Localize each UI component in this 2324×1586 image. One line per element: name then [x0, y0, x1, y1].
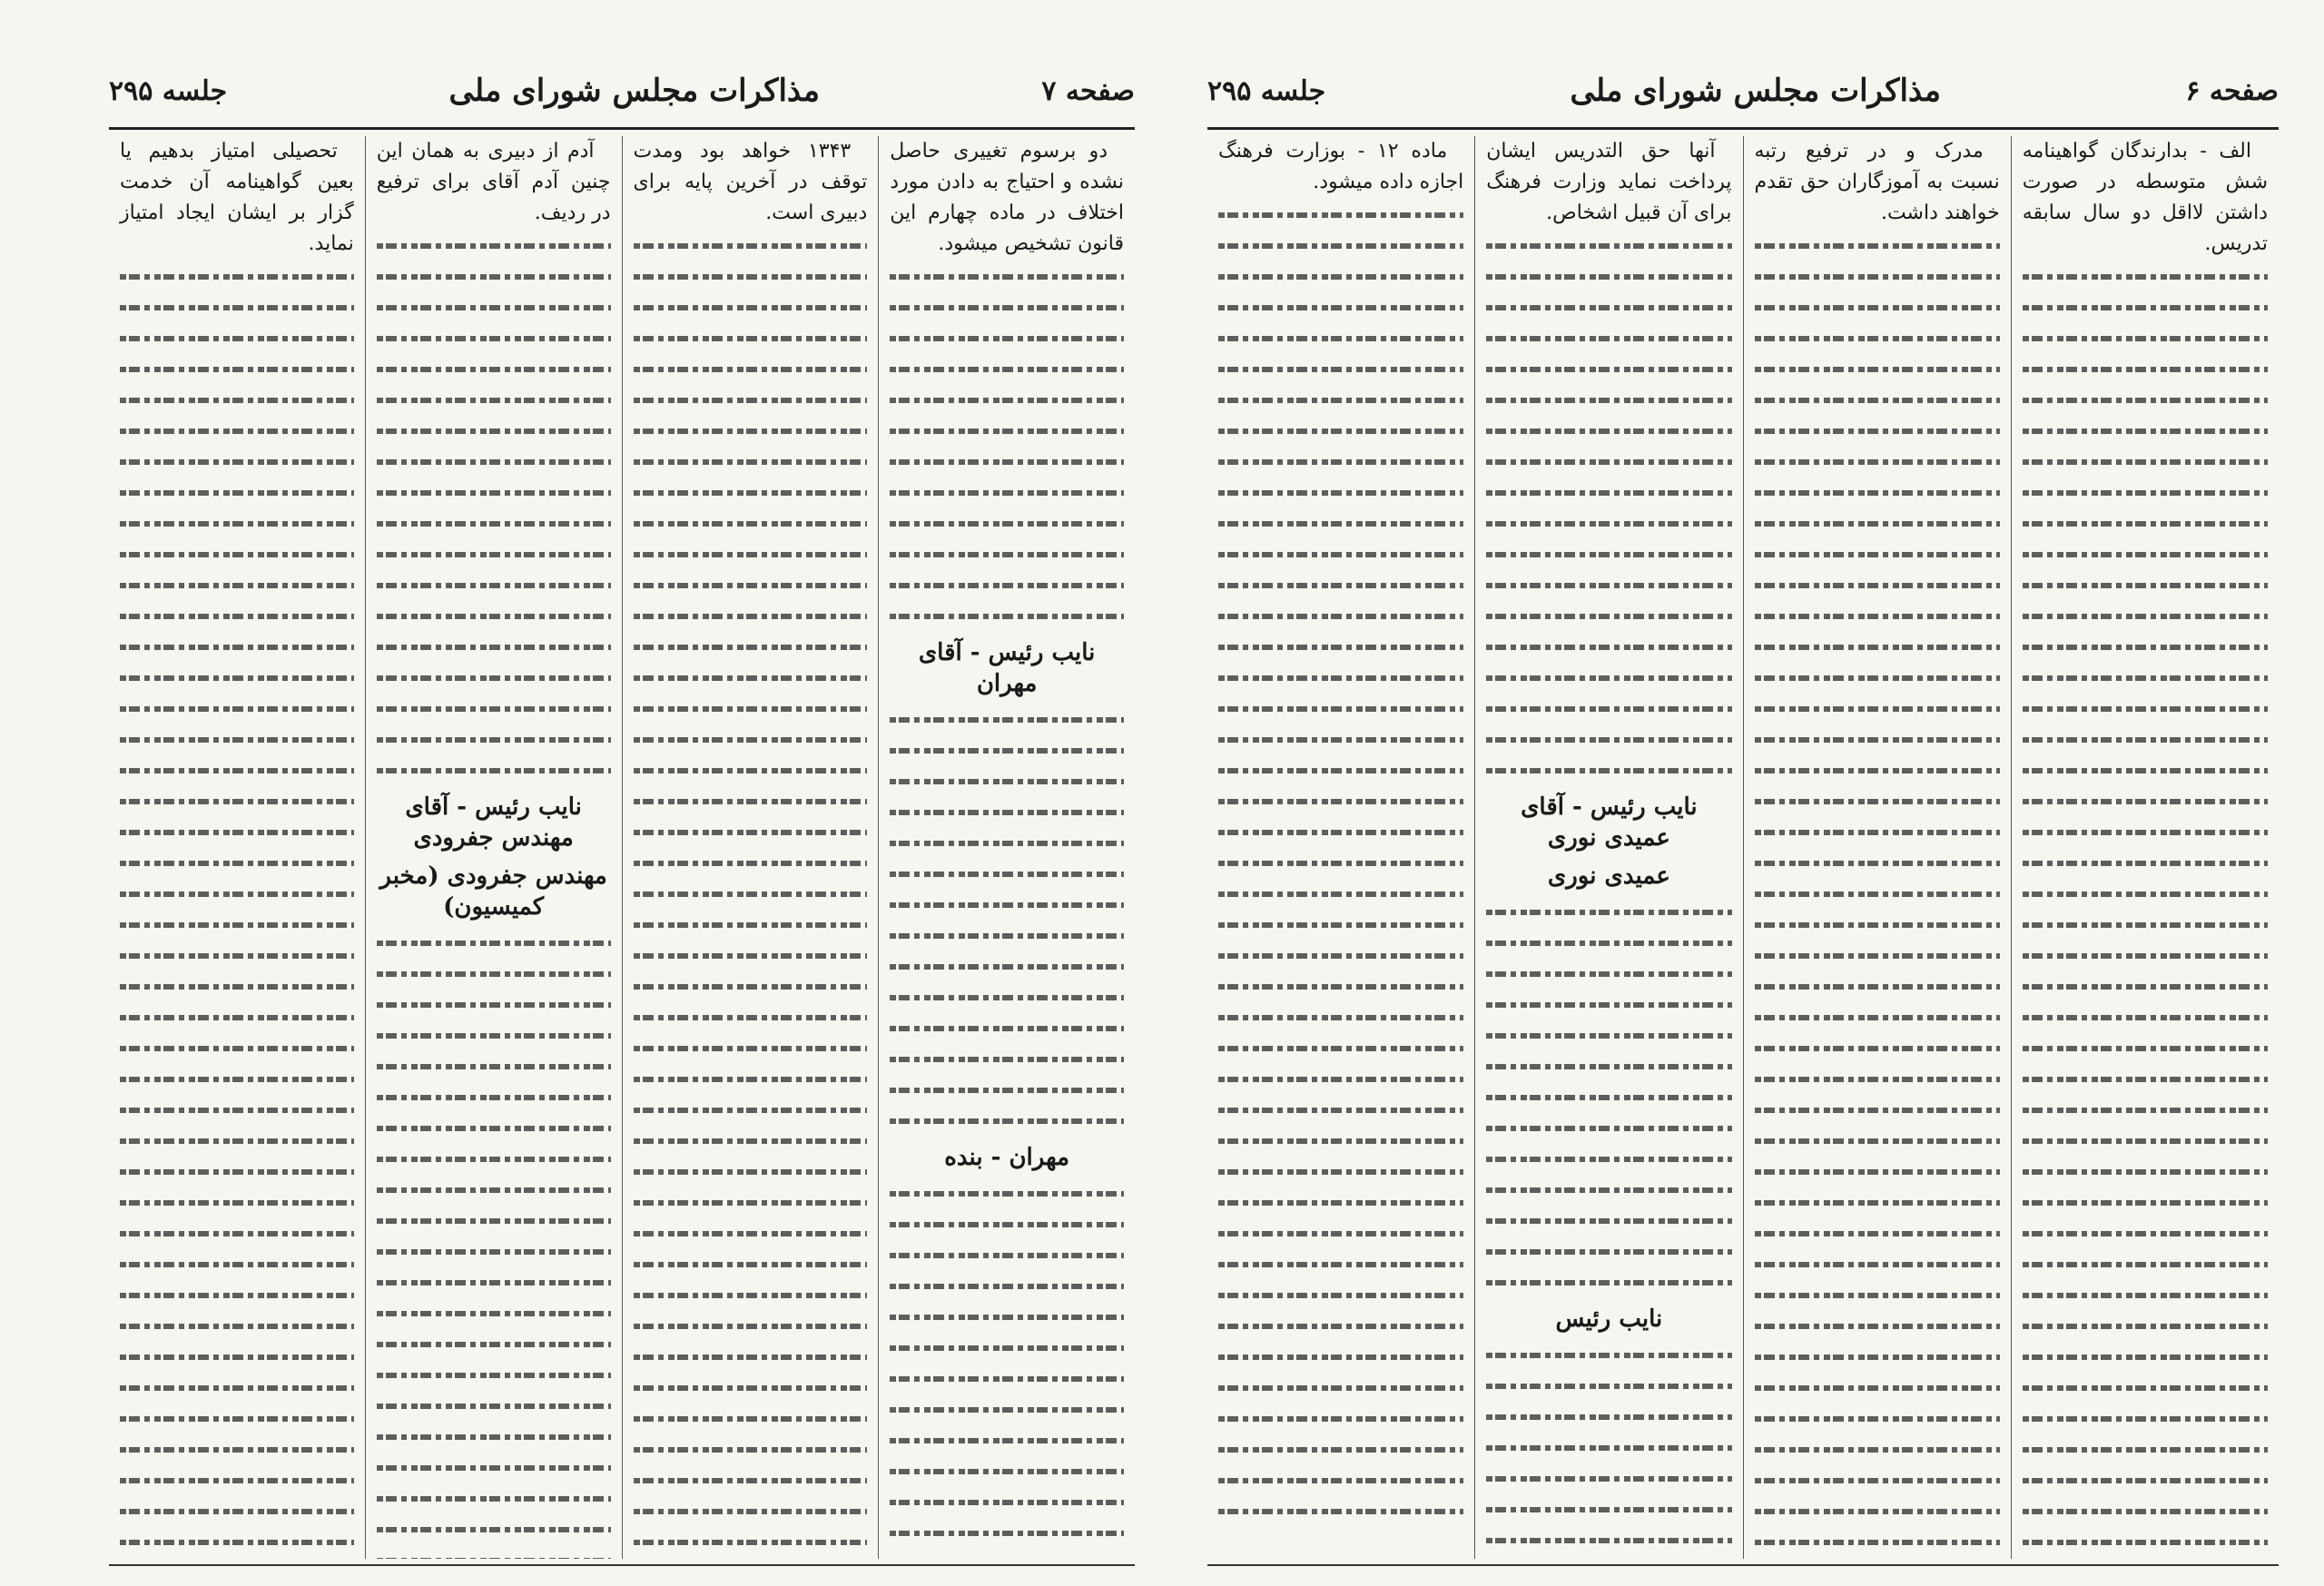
footer-rule	[1207, 1564, 2279, 1566]
text-block	[1486, 1338, 1731, 1559]
right-column-1	[2011, 136, 2279, 1559]
right-page	[1171, 0, 2324, 1586]
text-block	[1755, 229, 2000, 1556]
left-page-number: صفحه ۷	[1041, 74, 1135, 107]
left-page-columns	[109, 136, 1135, 1559]
text-block	[890, 703, 1124, 1135]
text-block	[2023, 260, 2268, 1559]
speaker-heading: مهران - بنده	[944, 1144, 1070, 1171]
column-text: ۱۳۴۳ خواهد بود ومدت توقف در آخرین پایه برای دبیری است.	[633, 140, 868, 224]
right-page-header	[1207, 54, 2279, 127]
column-text: تحصیلی امتیاز بدهیم یا بعین گواهینامه آن خدمت گزار بر ایشان ایجاد امتیاز نماید.	[120, 140, 354, 255]
right-page-number: صفحه ۶	[2185, 74, 2279, 107]
speaker-heading: نایب رئیس	[1555, 1305, 1663, 1333]
speaker-heading: مهندس جفرودی (مخبر کمیسیون)	[379, 862, 607, 921]
speaker-heading: نایب رئیس - آقای عمیدی نوری	[1521, 793, 1698, 852]
column-text: ماده ۱۲ - بوزارت فرهنگ اجازه داده میشود.	[1218, 140, 1464, 193]
column-text: مدرک و در ترفیع رتبه نسبت به آموزگاران حق تقدم خواهند داشت.	[1754, 140, 2000, 224]
footer-rule	[109, 1564, 1135, 1566]
text-block	[890, 1177, 1124, 1559]
text-block	[1486, 229, 1731, 784]
text-block	[1218, 198, 1463, 1525]
column-text: آنها حق التدریس ایشان پرداخت نماید وزارت فرهنگ برای آن قبیل اشخاص.	[1486, 140, 1732, 224]
left-column-3	[365, 136, 622, 1559]
column-text: الف - بدارندگان گواهینامه شش متوسطه در صورت داشتن لااقل دو سال سابقه تدریس.	[2022, 140, 2268, 255]
right-page-columns	[1207, 136, 2279, 1559]
text-block	[120, 260, 354, 1559]
speaker-heading: عمیدی نوری	[1547, 862, 1670, 890]
left-column-2	[622, 136, 879, 1559]
text-block	[377, 229, 611, 784]
right-page-title: مذاکرات مجلس شورای ملی	[1570, 73, 1941, 109]
left-column-1	[878, 136, 1135, 1559]
text-block	[377, 926, 611, 1559]
text-block	[890, 260, 1124, 630]
left-page-header	[109, 54, 1135, 127]
header-rule	[1207, 127, 2279, 130]
right-column-4	[1207, 136, 1474, 1559]
speaker-heading: نایب رئیس - آقای مهران	[918, 639, 1096, 697]
left-page-title: مذاکرات مجلس شورای ملی	[448, 73, 820, 109]
speaker-heading: نایب رئیس - آقای مهندس جفرودی	[405, 793, 582, 852]
right-column-2	[1743, 136, 2011, 1559]
text-block	[634, 229, 868, 1559]
right-column-3	[1474, 136, 1742, 1559]
header-rule	[109, 127, 1135, 130]
left-page-session: جلسه ۲۹۵	[109, 74, 228, 107]
text-block	[1486, 895, 1731, 1296]
right-page-session: جلسه ۲۹۵	[1207, 74, 1326, 107]
column-text: آدم از دبیری به همان این چنین آدم آقای برای ترفیع در ردیف.	[376, 140, 611, 224]
column-text: دو برسوم تغییری حاصل نشده و احتیاج به دادن مورد اختلاف در ماده چهارم این قانون تشخیص میشود.	[890, 140, 1124, 255]
left-column-4	[109, 136, 365, 1559]
